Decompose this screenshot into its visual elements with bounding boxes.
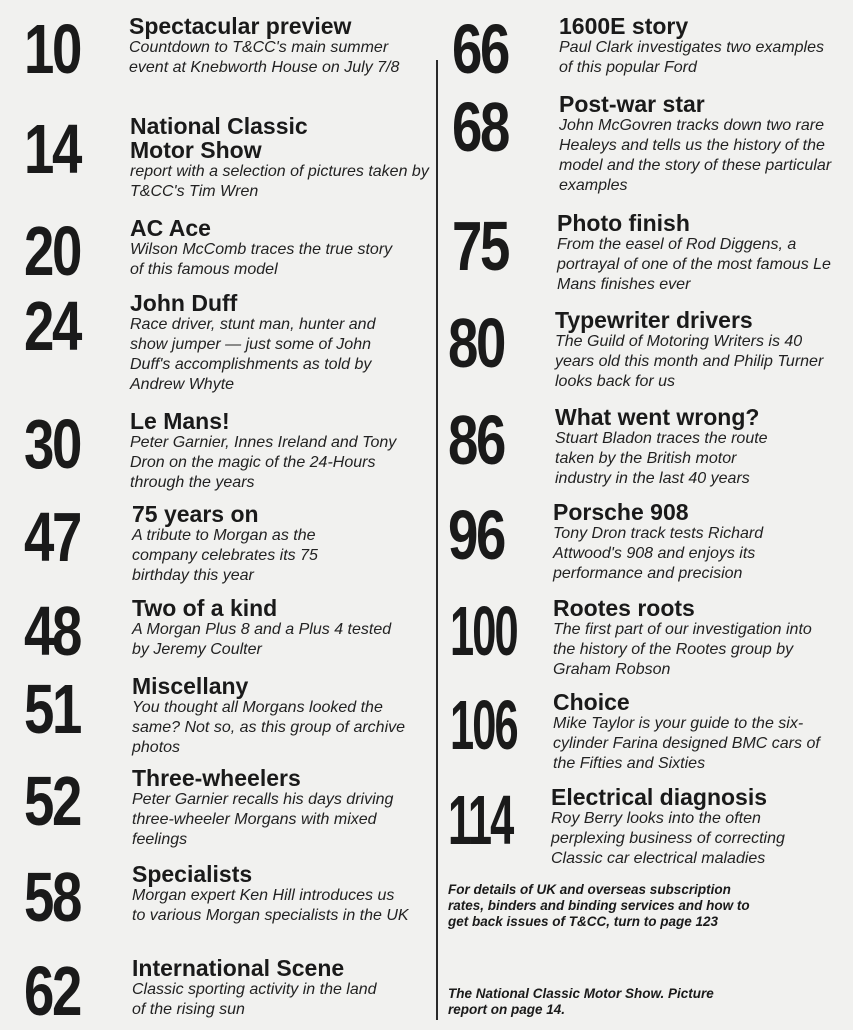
entry-description: Wilson McComb traces the true story of this famous model <box>130 241 393 278</box>
subscription-note: For details of UK and overseas subscription rates, binders and binding services and how to get back issues of T&CC, turn to page 123 <box>448 882 750 929</box>
page-number: 62 <box>24 952 81 1030</box>
entry-title: What went wrong? <box>555 404 760 430</box>
entry-description: Peter Garnier recalls his days driving three-wheeler Morgans with mixed feelings <box>132 791 394 848</box>
entry-description: Mike Taylor is your guide to the six-cylinder Farina designed BMC cars of the Fifties and Sixties <box>553 715 820 772</box>
entry-title: 75 years on <box>132 501 259 527</box>
page-number: 96 <box>448 496 505 574</box>
page-number: 75 <box>452 207 509 285</box>
entry-title: Le Mans! <box>130 408 230 434</box>
page-number: 20 <box>24 212 81 290</box>
entry-title: AC Ace <box>130 215 211 241</box>
page-number: 114 <box>448 781 513 859</box>
entry-title: Miscellany <box>132 673 249 699</box>
entry-description: A tribute to Morgan as the company celebrates its 75 birthday this year <box>132 527 318 584</box>
page-number: 47 <box>24 498 81 576</box>
entry-title: National Classic Motor Show <box>130 113 308 163</box>
page-number: 68 <box>452 88 509 166</box>
entry-description: Morgan expert Ken Hill introduces us to various Morgan specialists in the UK <box>132 887 409 924</box>
entry-description: Stuart Bladon traces the route taken by the British motor industry in the last 40 years <box>555 430 768 487</box>
entry-description: The first part of our investigation into the history of the Rootes group by Graham Robson <box>553 621 812 678</box>
cover-caption: The National Classic Motor Show. Picture report on page 14. <box>448 986 714 1017</box>
entry-title: Specialists <box>132 861 253 887</box>
page-number: 106 <box>450 686 517 764</box>
column-divider <box>436 60 438 1020</box>
entry-title: 1600E story <box>559 13 689 39</box>
entry-title: Post-war star <box>559 91 705 117</box>
entry-description: A Morgan Plus 8 and a Plus 4 tested by Jeremy Coulter <box>132 621 392 658</box>
page-number: 30 <box>24 405 81 483</box>
page-number: 51 <box>24 670 81 748</box>
entry-title: Porsche 908 <box>553 499 689 525</box>
entry-title: Choice <box>553 689 630 715</box>
entry-description: You thought all Morgans looked the same? Not so, as this group of archive photos <box>132 699 406 756</box>
entry-description: Peter Garnier, Innes Ireland and Tony Dron on the magic of the 24-Hours through the years <box>130 434 397 491</box>
page-number: 80 <box>448 304 505 382</box>
entry-title: Three-wheelers <box>132 765 301 791</box>
entry-title: Photo finish <box>557 210 690 236</box>
entry-title: John Duff <box>130 290 238 316</box>
entry-description: Race driver, stunt man, hunter and show jumper — just some of John Duff's accomplishments as told by Andrew Whyte <box>130 316 376 393</box>
entry-description: Paul Clark investigates two examples of this popular Ford <box>559 39 825 76</box>
page-number: 58 <box>24 858 81 936</box>
entry-title: Spectacular preview <box>129 13 352 39</box>
entry-description: report with a selection of pictures taken by T&CC's Tim Wren <box>130 163 429 200</box>
page-number: 48 <box>24 592 81 670</box>
entry-description: Tony Dron track tests Richard Attwood's 908 and enjoys its performance and precision <box>553 525 764 582</box>
page-number: 100 <box>450 592 517 670</box>
page-number: 66 <box>452 10 509 88</box>
entry-description: Classic sporting activity in the land of the rising sun <box>132 981 377 1018</box>
entry-description: Roy Berry looks into the often perplexing business of correcting Classic car electrical maladies <box>551 810 785 867</box>
entry-title: International Scene <box>132 955 345 981</box>
entry-description: The Guild of Motoring Writers is 40 years old this month and Philip Turner looks back for us <box>555 333 824 390</box>
page-number: 10 <box>24 10 81 88</box>
entry-description: Countdown to T&CC's main summer event at Knebworth House on July 7/8 <box>129 39 400 76</box>
entry-title: Electrical diagnosis <box>551 784 768 810</box>
entry-description: From the easel of Rod Diggens, a portrayal of one of the most famous Le Mans finishes ever <box>557 236 831 293</box>
entry-title: Typewriter drivers <box>555 307 753 333</box>
entry-title: Rootes roots <box>553 595 695 621</box>
page-number: 86 <box>448 401 505 479</box>
entry-description: John McGovren tracks down two rare Healeys and tells us the history of the model and the story of these particular examples <box>559 117 832 194</box>
page-number: 14 <box>24 110 81 188</box>
page-number: 24 <box>24 287 81 365</box>
page-number: 52 <box>24 762 81 840</box>
entry-title: Two of a kind <box>132 595 278 621</box>
